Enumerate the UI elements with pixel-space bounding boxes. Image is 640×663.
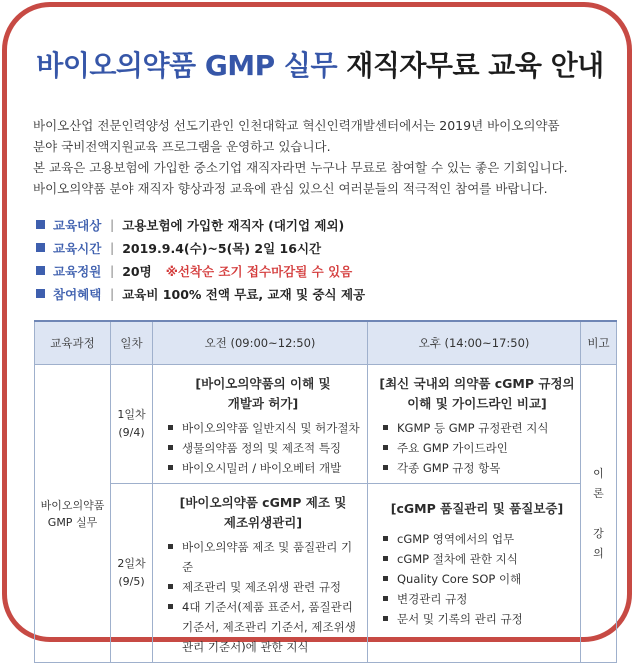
- square-bullet-icon: [36, 266, 45, 275]
- intro-line: 바이오산업 전문인력양성 선도기관인 인천대학교 혁신인력개발센터에서는 2019년 바이오의약품: [33, 118, 560, 133]
- day-cell: [111, 365, 153, 484]
- header-day: 일차: [111, 321, 153, 365]
- info-value: 교육비 100% 전액 무료, 교재 및 중식 제공: [122, 286, 366, 302]
- info-row-time: [36, 236, 626, 259]
- day-label: 1일차: [117, 408, 146, 421]
- day-label: 2일차: [117, 557, 146, 570]
- session-title: [379, 374, 575, 414]
- list-item: cGMP 절차에 관한 지식: [383, 549, 575, 569]
- list-item: 바이오의약품 일반지식 및 허가절차: [168, 418, 362, 438]
- session-title-line: [바이오의약품 cGMP 제조 및: [179, 495, 347, 510]
- session-title-line: 이해 및 가이드라인 비교]: [407, 396, 547, 411]
- course-name: 바이오의약품: [40, 498, 105, 512]
- list-item: KGMP 등 GMP 규정관련 지식: [383, 418, 575, 438]
- list-item: 각종 GMP 규정 항목: [383, 458, 575, 478]
- info-list: [36, 213, 626, 305]
- table-header-row: [35, 321, 617, 365]
- day-date: (9/5): [118, 575, 145, 588]
- note-char: [582, 504, 615, 524]
- list-item: 4대 기준서(제품 표준서, 품질관리 기준서, 제조관리 기준서, 제조위생 관리 기준서)에 관한 지식: [168, 597, 362, 657]
- pm-session-cell: [368, 365, 581, 484]
- separator: |: [110, 263, 115, 278]
- list-item: 바이오시밀러 / 바이오베터 개발: [168, 458, 362, 478]
- page-title: [0, 44, 640, 84]
- session-title-line: [cGMP 품질관리 및 품질보증]: [390, 501, 564, 516]
- info-value: 20명: [122, 263, 152, 279]
- table-row: [35, 484, 617, 663]
- separator: |: [110, 217, 115, 232]
- title-part2: 재직자무료 교육 안내: [346, 49, 604, 82]
- info-row-benefit: [36, 282, 626, 305]
- session-title-line: 제조위생관리]: [223, 515, 303, 530]
- info-value: 2019.9.4(수)~5(목) 2일 16시간: [122, 240, 322, 256]
- note-cell: [581, 365, 617, 663]
- am-session-cell: [153, 365, 368, 484]
- note-char: 강: [593, 526, 604, 540]
- separator: |: [110, 286, 115, 301]
- list-item: 문서 및 기록의 관리 규정: [383, 609, 575, 629]
- info-row-capacity: [36, 259, 626, 282]
- am-session-cell: [153, 484, 368, 663]
- day-cell: [111, 484, 153, 663]
- table-row: [35, 365, 617, 484]
- course-cell: [35, 365, 111, 663]
- header-pm: 오후 (14:00~17:50): [368, 321, 581, 365]
- note-char: 의: [593, 546, 604, 560]
- session-title: [379, 499, 575, 519]
- list-item: 주요 GMP 가이드라인: [383, 438, 575, 458]
- info-label: 참여혜택: [53, 286, 102, 302]
- info-note: ※선착순 조기 접수마감될 수 있음: [165, 263, 353, 279]
- square-bullet-icon: [36, 220, 45, 229]
- info-label: 교육정원: [53, 263, 102, 279]
- list-item: 바이오의약품 제조 및 품질관리 기준: [168, 537, 362, 577]
- session-items: [164, 537, 362, 657]
- list-item: 변경관리 규정: [383, 589, 575, 609]
- info-value: 고용보험에 가입한 재직자 (대기업 제외): [122, 217, 345, 233]
- session-title-line: [최신 국내외 의약품 cGMP 규정의: [379, 376, 575, 391]
- intro-text: [33, 115, 623, 199]
- day-date: (9/4): [118, 426, 145, 439]
- info-label: 교육시간: [53, 240, 102, 256]
- info-row-target: [36, 213, 626, 236]
- session-items: [379, 418, 575, 478]
- session-items: [379, 529, 575, 629]
- session-title: [164, 493, 362, 533]
- session-title-line: 개발과 허가]: [227, 396, 299, 411]
- header-note: 비고: [581, 321, 617, 365]
- square-bullet-icon: [36, 243, 45, 252]
- intro-line: 바이오의약품 분야 재직자 향상과정 교육에 관심 있으신 여러분들의 적극적인 참여를 바랍니다.: [33, 181, 548, 196]
- list-item: cGMP 영역에서의 업무: [383, 529, 575, 549]
- session-title-line: [바이오의약품의 이해 및: [195, 376, 331, 391]
- list-item: 제조관리 및 제조위생 관련 규정: [168, 577, 362, 597]
- info-label: 교육대상: [53, 217, 102, 233]
- header-course: 교육과정: [35, 321, 111, 365]
- session-items: [164, 418, 362, 478]
- session-title: [164, 374, 362, 414]
- pm-session-cell: [368, 484, 581, 663]
- separator: |: [110, 240, 115, 255]
- square-bullet-icon: [36, 289, 45, 298]
- schedule-table: [34, 320, 617, 663]
- note-char: 이: [593, 466, 604, 480]
- list-item: Quality Core SOP 이해: [383, 569, 575, 589]
- list-item: 생물의약품 정의 및 제조적 특징: [168, 438, 362, 458]
- course-name: GMP 실무: [47, 515, 98, 529]
- header-am: 오전 (09:00~12:50): [153, 321, 368, 365]
- note-char: 론: [593, 486, 604, 500]
- intro-line: 본 교육은 고용보험에 가입한 중소기업 재직자라면 누구나 무료로 참여할 수 있는 좋은 기회입니다.: [33, 160, 568, 175]
- title-part1: 바이오의약품 GMP 실무: [36, 49, 338, 82]
- intro-line: 분야 국비전액지원교육 프로그램을 운영하고 있습니다.: [33, 139, 331, 154]
